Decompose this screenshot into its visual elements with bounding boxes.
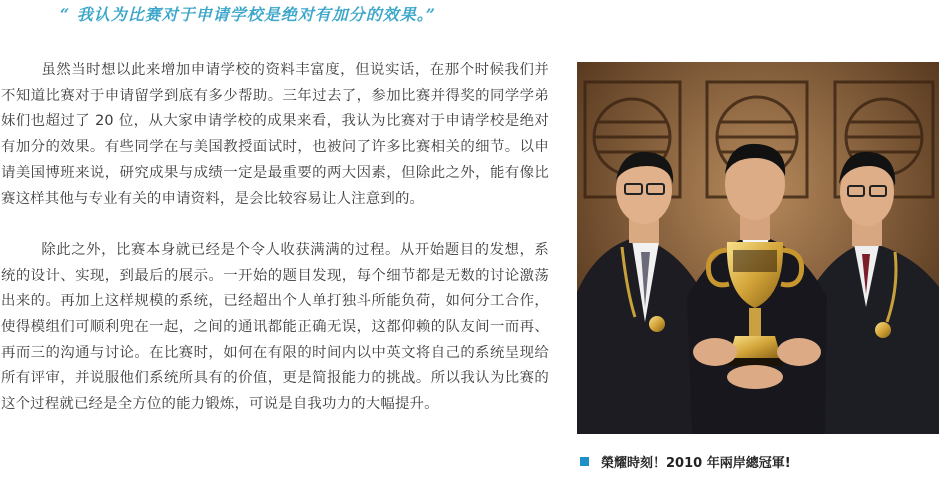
article-body (1, 58, 549, 418)
team-trophy-photo (577, 62, 939, 434)
article-paragraph-2: 除此之外，比赛本身就已经是个令人收获满满的过程。从开始题目的发想，系统的设计、实现，到最后的展示。一开始的题目发现，每个细节都是无数的讨论激荡出来的。再加上这样规模的系统，已经超出个人单打独斗所能负荷，如何分工合作，使得模组们可顺利兜在一起，之间的通讯都能正确无误，这都仰赖的队友间一而再、再而三的沟通与讨论。在比赛时，如何在有限的时间内以中英文将自己的系统呈现给所有评审，并说服他们系统所具有的价值，更是简报能力的挑战。所以我认为比赛的这个过程就已经是全方位的能力锻炼，可说是自我功力的大幅提升。 (1, 241, 549, 413)
article-paragraph-1: 虽然当时想以此来增加申请学校的资料丰富度，但说实话，在那个时候我们并不知道比赛对于申请留学到底有多少帮助。三年过去了，参加比赛并得奖的同学学弟妹们也超过了 20 位，从大家申请学校的成果来看，我认为比赛对于申请学校是绝对有加分的效果。有些同学在与美国教授面试时，也被问了许多比赛相关的细节。以申请美国博班来说，研究成果与成绩一定是最重要的两大因素，但除此之外，能有像比赛这样其他与专业有关的申请资料，是会比较容易让人注意到的。 (1, 62, 549, 207)
blue-square-bullet-icon (580, 457, 589, 466)
pull-quote: “ 我认为比赛对于申请学校是绝对有加分的效果。” (60, 5, 436, 24)
caption-text: 榮耀時刻！2010 年兩岸總冠軍! (601, 455, 791, 471)
photo-caption (577, 450, 939, 472)
